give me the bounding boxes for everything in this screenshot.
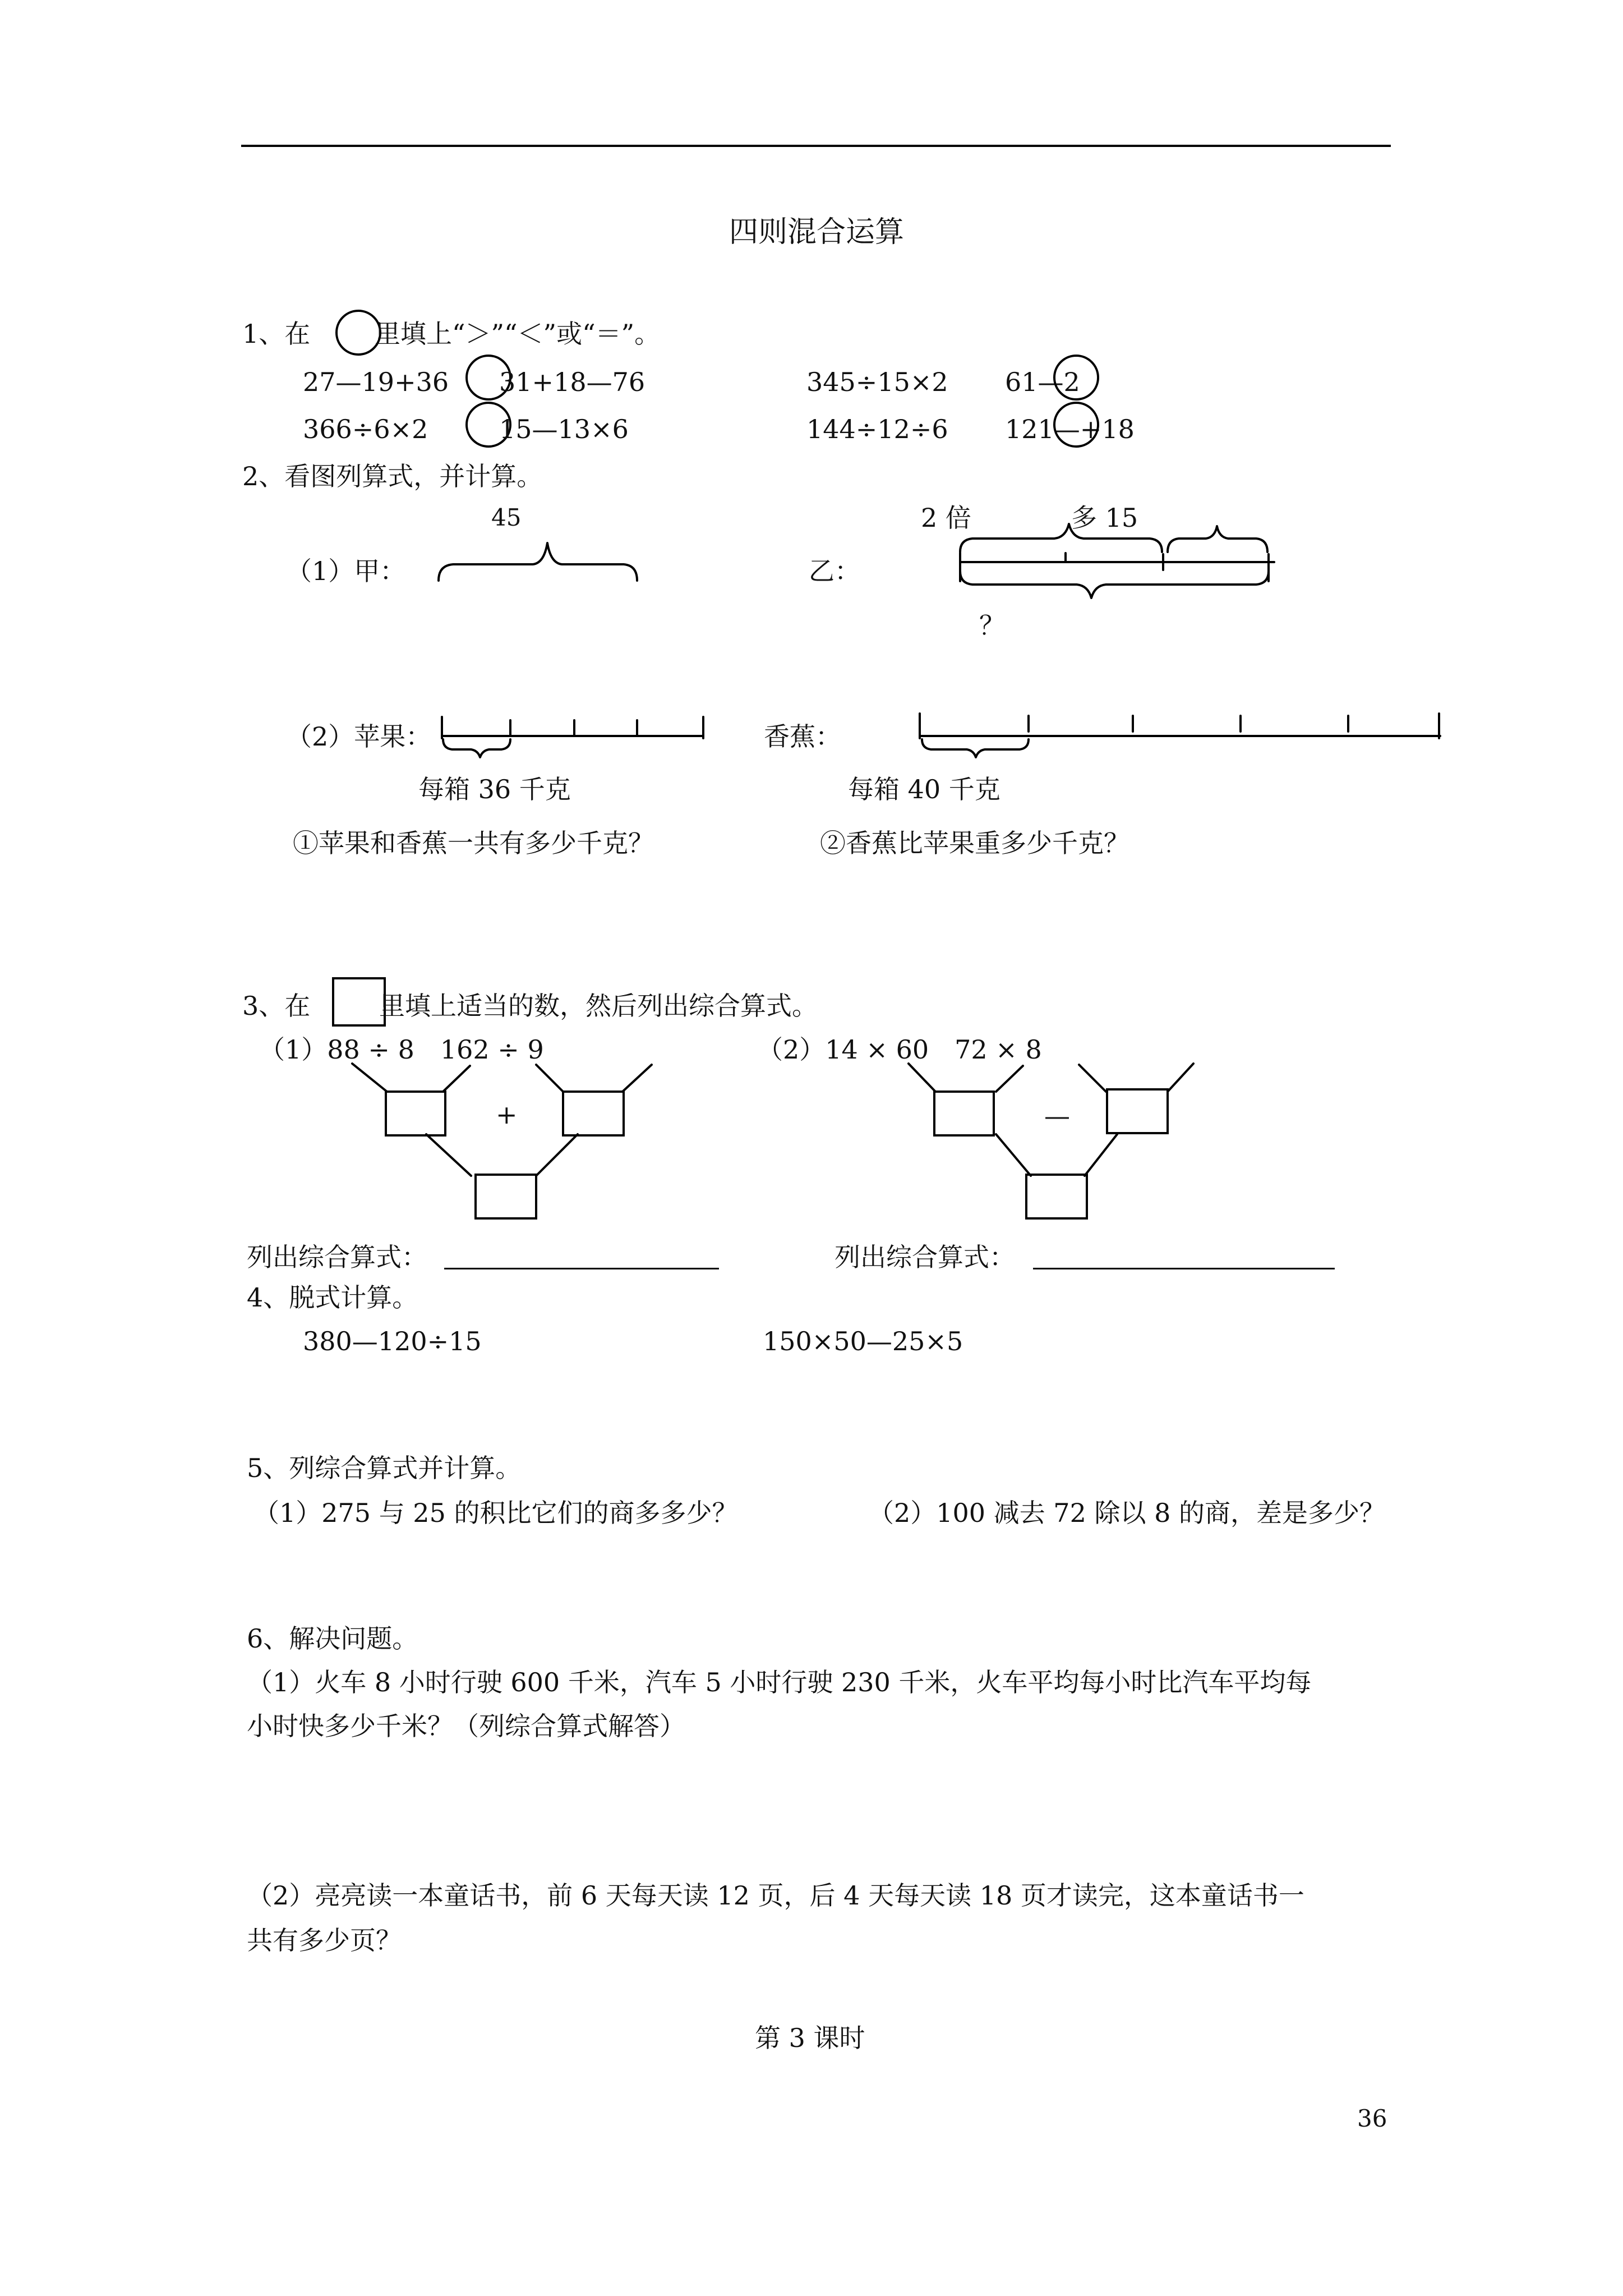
q3-part1-expr: （1）88 ÷ 8 162 ÷ 9: [259, 1034, 544, 1065]
q1-prompt-end: 里填上“＞”“＜”或“＝”。: [375, 319, 661, 349]
q3-part2-expr: （2）14 × 60 72 × 8: [757, 1034, 1042, 1065]
q6-prompt: 6、解决问题。: [247, 1623, 418, 1654]
page-number: 36: [1357, 2105, 1387, 2132]
q2-part2-label: （2）苹果：: [286, 721, 432, 752]
answer-box[interactable]: [933, 1091, 995, 1137]
q2-sub1: ①苹果和香蕉一共有多少千克？: [293, 828, 654, 858]
q6-part2-line1: （2）亮亮读一本童话书，前 6 天每天读 12 页，后 4 天每天读 18 页才读完，这本童话书一: [247, 1880, 1304, 1911]
q1-r2-left-b: 15—13×6: [499, 414, 629, 444]
q1-r1-left-a: 27—19+36: [303, 367, 449, 397]
lesson-label: 第 3 课时: [755, 2023, 865, 2053]
tree1-operator: +: [496, 1099, 518, 1130]
q6-part2-line2: 共有多少页？: [247, 1925, 402, 1955]
jia-total-label: 45: [491, 504, 522, 531]
q6-part1-line1: （1）火车 8 小时行驶 600 千米，汽车 5 小时行驶 230 千米，火车平均每小时比汽车平均每: [247, 1667, 1312, 1697]
yi-times-label: 2 倍: [921, 503, 971, 533]
q3-prompt-start: 3、在: [242, 991, 311, 1021]
q3-prompt-end: 里填上适当的数，然后列出综合算式。: [379, 991, 818, 1021]
answer-box[interactable]: [1106, 1088, 1169, 1134]
q1-r2-right-b: 121—+18: [1005, 414, 1135, 444]
formula-answer-line-1[interactable]: [444, 1268, 719, 1269]
q1-r2-left-a: 366÷6×2: [303, 414, 428, 444]
q5-prompt: 5、列综合算式并计算。: [247, 1453, 522, 1483]
tree2-operator: —: [1044, 1101, 1070, 1131]
q1-r1-left-b: 31+18—76: [499, 367, 645, 397]
q6-part1-line2: 小时快多少千米？（列综合算式解答）: [247, 1711, 685, 1741]
formula-label-2: 列出综合算式：: [834, 1242, 1015, 1272]
banana-box-weight: 每箱 40 千克: [848, 774, 1000, 804]
q4-expr-2: 150×50—25×5: [763, 1326, 963, 1356]
formula-answer-line-2[interactable]: [1033, 1268, 1335, 1269]
answer-box[interactable]: [474, 1174, 537, 1220]
q5-part1: （1）275 与 25 的积比它们的商多多少？: [253, 1498, 738, 1528]
yi-more-label: 多 15: [1071, 503, 1138, 533]
q4-expr-1: 380—120÷15: [303, 1326, 482, 1356]
q1-prompt-start: 1、在: [242, 319, 311, 349]
q5-part2: （2）100 减去 72 除以 8 的商，差是多少？: [868, 1498, 1385, 1528]
yi-label: 乙：: [809, 556, 860, 586]
banana-label: 香蕉：: [764, 721, 841, 752]
yi-question-mark: ？: [979, 610, 1005, 641]
formula-label-1: 列出综合算式：: [247, 1242, 427, 1272]
q1-r1-right-a: 345÷15×2: [806, 367, 948, 397]
q2-part1-label: （1）甲：: [286, 556, 406, 586]
answer-box[interactable]: [385, 1091, 446, 1137]
q2-prompt: 2、看图列算式，并计算。: [242, 461, 543, 491]
answer-box[interactable]: [1025, 1174, 1088, 1220]
apple-box-weight: 每箱 36 千克: [418, 774, 571, 804]
q1-r1-right-b: 61—2: [1005, 367, 1080, 397]
q2-sub2: ②香蕉比苹果重多少千克？: [820, 828, 1129, 858]
q4-prompt: 4、脱式计算。: [247, 1282, 418, 1313]
answer-box[interactable]: [562, 1091, 625, 1137]
q1-r2-right-a: 144÷12÷6: [806, 414, 948, 444]
page-title: 四则混合运算: [729, 215, 905, 249]
